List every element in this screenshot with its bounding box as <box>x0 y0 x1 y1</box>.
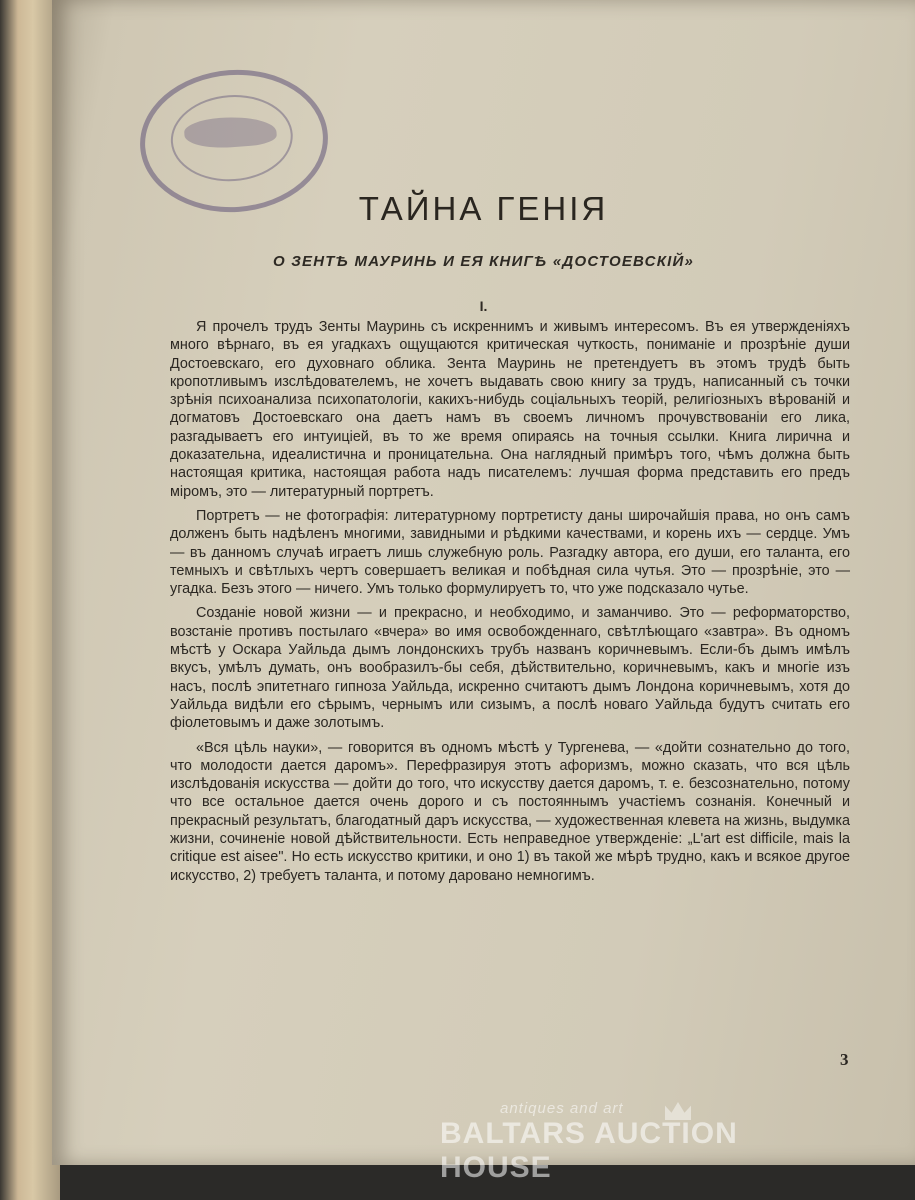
page-number: 3 <box>840 1050 849 1069</box>
section-number: I. <box>479 298 488 314</box>
paragraph: «Вся цѣль науки», — говорится въ одномъ мѣстѣ у Тургенева, — «дойти сознательно до того, что молодости дается даромъ». Перефразируя этотъ афоризмъ, можно сказать, что вся цѣль изслѣдованія искусства — дойти до того, что искусству дается даромъ, т. е. безсознательно, потому что все остальное дается очень дорого и съ постояннымъ участіемъ сознанія. Конечный и прекрасный результатъ, благодатный даръ искусства, — художественная клевета на жизнь, выдумка жизни, сочиненіе новой дѣйствительности. Есть неправедное утвержденіе: „L'art est difficile, mais la critique est aisee". Но есть искусство критики, и оно 1) въ такой же мѣрѣ трудно, какъ и всякое другое искусство, 2) требуетъ таланта, и потому даровано немногимъ. <box>170 739 850 884</box>
watermark-name: BALTARS AUCTION HOUSE <box>440 1117 738 1184</box>
chapter-subtitle: О ЗЕНТѢ МАУРИНЬ И ЕЯ КНИГѢ «ДОСТОЕВСКІЙ» <box>272 253 695 270</box>
watermark-tagline: antiques and art <box>500 1100 624 1117</box>
book-page <box>52 0 915 1165</box>
body-text <box>170 318 850 891</box>
paragraph: Портретъ — не фотографія: литературному портретисту даны широчайшія права, но онъ самъ долженъ быть надѣленъ многими, завидными и рѣдкими качествами, и корень ихъ — сердце. Умъ — въ данномъ случаѣ играетъ лишь служебную роль. Разгадку автора, его души, его таланта, его темныхъ и свѣтлыхъ чертъ совершаетъ великая и побѣдная сила чутья. Это — прозрѣніе, это — угадка. Безъ этого — ничего. Умъ только формулируетъ то, что уже подсказало чутье. <box>170 507 850 598</box>
paragraph: Я прочелъ трудъ Зенты Мауринь съ искреннимъ и живымъ интересомъ. Въ ея утвержденіяхъ много вѣрнаго, въ ея угадкахъ ощущаются критическая чуткость, пониманіе и прозрѣніе души Достоевскаго, его духовнаго облика. Зента Мауринь не претендуетъ въ этомъ трудѣ быть кропотливымъ изслѣдователемъ, не хочетъ выдавать свою книгу за трудъ, написанный съ точки зрѣнія психоанализа психопатологіи, какихъ-нибудь соціальныхъ теорій, религіозныхъ вѣрованій и догматовъ Достоевскаго она даетъ намъ въ своемъ личномъ прочувствованіи его лика, разгадываетъ его интуиціей, въ то же время опираясь на точныя ссылки. Книга лирична и доказательна, идеалистична и проницательна. Она наглядный примѣръ того, чѣмъ должна быть настоящая критика, настоящая работа надъ писателемъ: лучшая форма представить его предъ міромъ, это — литературный портретъ. <box>170 319 850 500</box>
book-spine <box>0 0 60 1200</box>
paragraph: Созданіе новой жизни — и прекрасно, и необходимо, и заманчиво. Это — реформаторство, возстаніе противъ постылаго «вчера» во имя освобожденнаго, свѣтлѣющаго «завтра». Въ одномъ мѣстѣ у Оскара Уайльда дымъ лондонскихъ трубъ названъ коричневымъ. Если-бъ дымъ имѣлъ вкусъ, умѣлъ думать, онъ вообразилъ-бы себя, дѣйствительно, коричневымъ, какъ и многіе изъ насъ, послѣ эпитетнаго гипноза Уайльда, искренно считаютъ дымъ Лондона коричневымъ, хотя до Уайльда видѣли его сѣрымъ, чернымъ или сизымъ, а послѣ новаго Уайльда будутъ считать его фіолетовымъ и даже золотымъ. <box>170 605 850 732</box>
chapter-title: ТАЙНА ГЕНІЯ <box>358 190 609 227</box>
auction-watermark <box>440 1100 840 1185</box>
